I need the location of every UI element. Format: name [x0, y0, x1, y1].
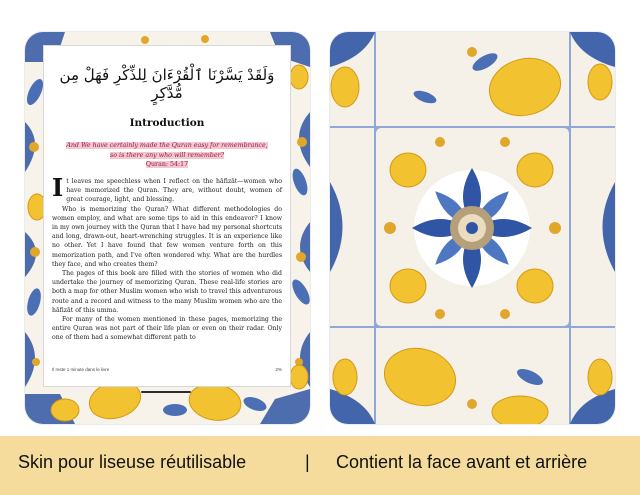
quote-reference	[44, 161, 290, 168]
screen-bottom-bar	[141, 391, 191, 393]
quote-line-2: so is there any who will remember?	[110, 151, 224, 159]
reading-progress-percent: 2%	[275, 367, 282, 372]
quote-line-1: And We have certainly made the Quran easy for remembrance,	[66, 142, 268, 149]
book-body-text	[52, 173, 282, 343]
arabic-verse: وَلَقَدْ يَسَّرْنَا ٱلْقُرْءَانَ لِلذِّكْرِ فَهَلْ مِن مُّدَّكِرٍ	[59, 66, 275, 102]
ereader-back-skin	[330, 32, 615, 424]
paragraph-4: For many of the women mentioned in these pages, memorizing the entire Quran was not part of their life plan or even on their radar. Only one of them had a somewhat different path to	[52, 316, 282, 342]
paragraph-2: Who is memorizing the Quran? What different methodologies do women employ, and what are some tips to aid in this endeavor? I know in my own journey with the Quran that I have had my personal shortcuts and long, drawn-out, heart-wrenching struggles. It is an experience like no other. Yet I have found that few women venture forth on this memorization path, and I've often wondered why. What are the hurdles they face, and who creates them?	[52, 205, 282, 268]
banner-separator: |	[305, 452, 310, 472]
paragraph-1-text: t leaves me speechless when I reflect on the hāfizāt—women who have memorized the Quran. They are, without doubt, women of great courage, light, and blessing.	[66, 178, 282, 204]
banner-left-text: Skin pour liseuse réutilisable	[18, 452, 247, 472]
ereader-screen	[44, 46, 290, 386]
chapter-title: Introduction	[129, 117, 205, 129]
banner-right-text: Contient la face avant et arrière	[336, 452, 588, 472]
ereader-front-skin	[25, 32, 310, 424]
drop-cap: I	[52, 173, 64, 202]
caption-banner	[0, 436, 640, 495]
reading-time-remaining: Il reste 1 minute dans le livre	[52, 367, 110, 372]
epigraph-quote	[54, 141, 280, 160]
tile-pattern-back	[330, 32, 615, 424]
paragraph-3: The pages of this book are filled with the stories of women who did undertake the journey of memorizing Quran. These real-life stories are both a map for other Muslim women who wish to travel this adventurous route and a record and witness to the many Muslim women who are the hāfizāt of this umma.	[52, 270, 282, 314]
quote-reference-text: Quran: 54:17	[145, 161, 189, 168]
paragraph-1	[52, 173, 282, 205]
